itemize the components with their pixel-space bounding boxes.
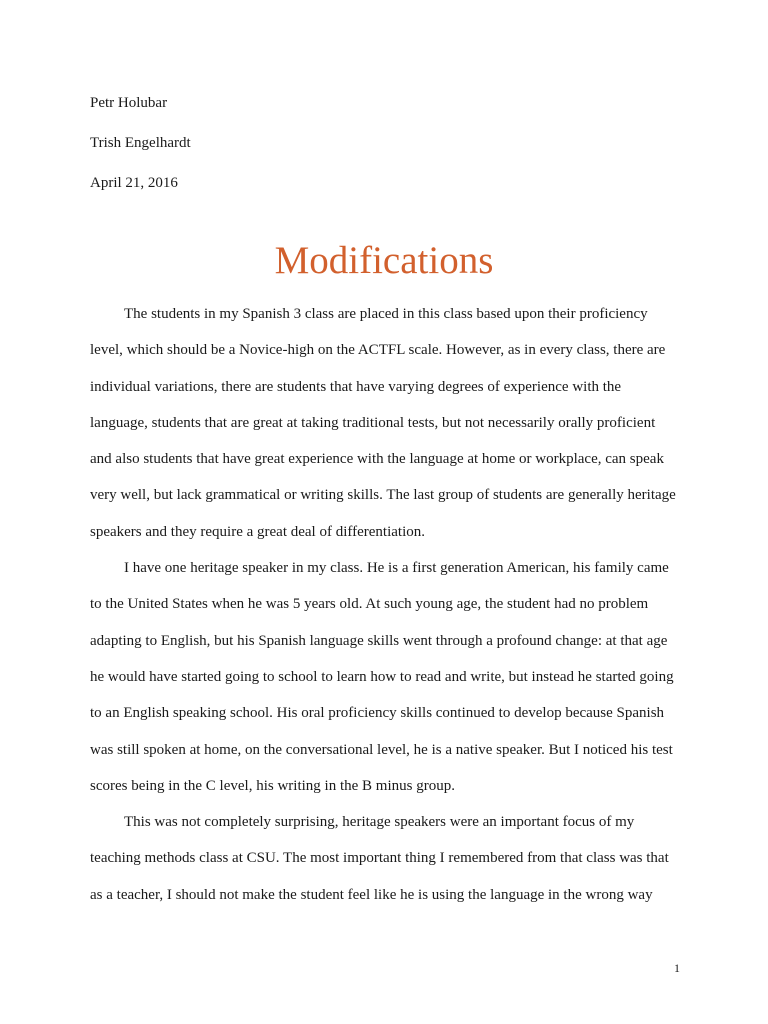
paragraph-line: level, which should be a Novice-high on the ACTFL scale. However, as in every class, there are xyxy=(90,342,666,359)
paragraph-line: individual variations, there are students that have varying degrees of experience with the xyxy=(90,378,622,395)
paragraph-line: scores being in the C level, his writing in the B minus group. xyxy=(90,777,455,794)
paragraph-line: very well, but lack grammatical or writing skills. The last group of students are generally heritage xyxy=(90,487,676,504)
paragraph-line: was still spoken at home, on the conversational level, he is a native speaker. But I noticed his test xyxy=(90,741,673,758)
paragraph-line: speakers and they require a great deal of differentiation. xyxy=(90,523,425,540)
document-body xyxy=(90,300,680,917)
paragraph-line: adapting to English, but his Spanish language skills went through a profound change: at that age xyxy=(90,632,668,649)
paragraph-line: as a teacher, I should not make the student feel like he is using the language in the wrong way xyxy=(90,886,653,903)
paragraph xyxy=(90,554,680,808)
paragraph xyxy=(90,808,680,917)
instructor-name: Trish Engelhardt xyxy=(90,135,191,151)
paragraph-line: he would have started going to school to learn how to read and write, but instead he started going xyxy=(90,668,674,685)
author-name: Petr Holubar xyxy=(90,95,168,111)
document-date: April 21, 2016 xyxy=(90,175,178,191)
paragraph-line: teaching methods class at CSU. The most important thing I remembered from that class was that xyxy=(90,850,669,867)
paragraph-line: I have one heritage speaker in my class. He is a first generation American, his family came xyxy=(124,560,669,577)
paragraph-line: to the United States when he was 5 years old. At such young age, the student had no problem xyxy=(90,596,649,613)
paragraph-line: language, students that are great at taking traditional tests, but not necessarily orally proficient xyxy=(90,414,656,431)
paragraph-line: This was not completely surprising, heritage speakers were an important focus of my xyxy=(124,814,635,831)
paragraph xyxy=(90,300,680,554)
paragraph-line: and also students that have great experience with the language at home or workplace, can speak xyxy=(90,451,664,468)
paragraph-line: The students in my Spanish 3 class are placed in this class based upon their proficiency xyxy=(124,306,648,322)
paragraph-line: to an English speaking school. His oral proficiency skills continued to develop because Spanish xyxy=(90,705,665,722)
document-title: Modifications xyxy=(274,239,494,283)
page-number: 1 xyxy=(674,961,680,975)
